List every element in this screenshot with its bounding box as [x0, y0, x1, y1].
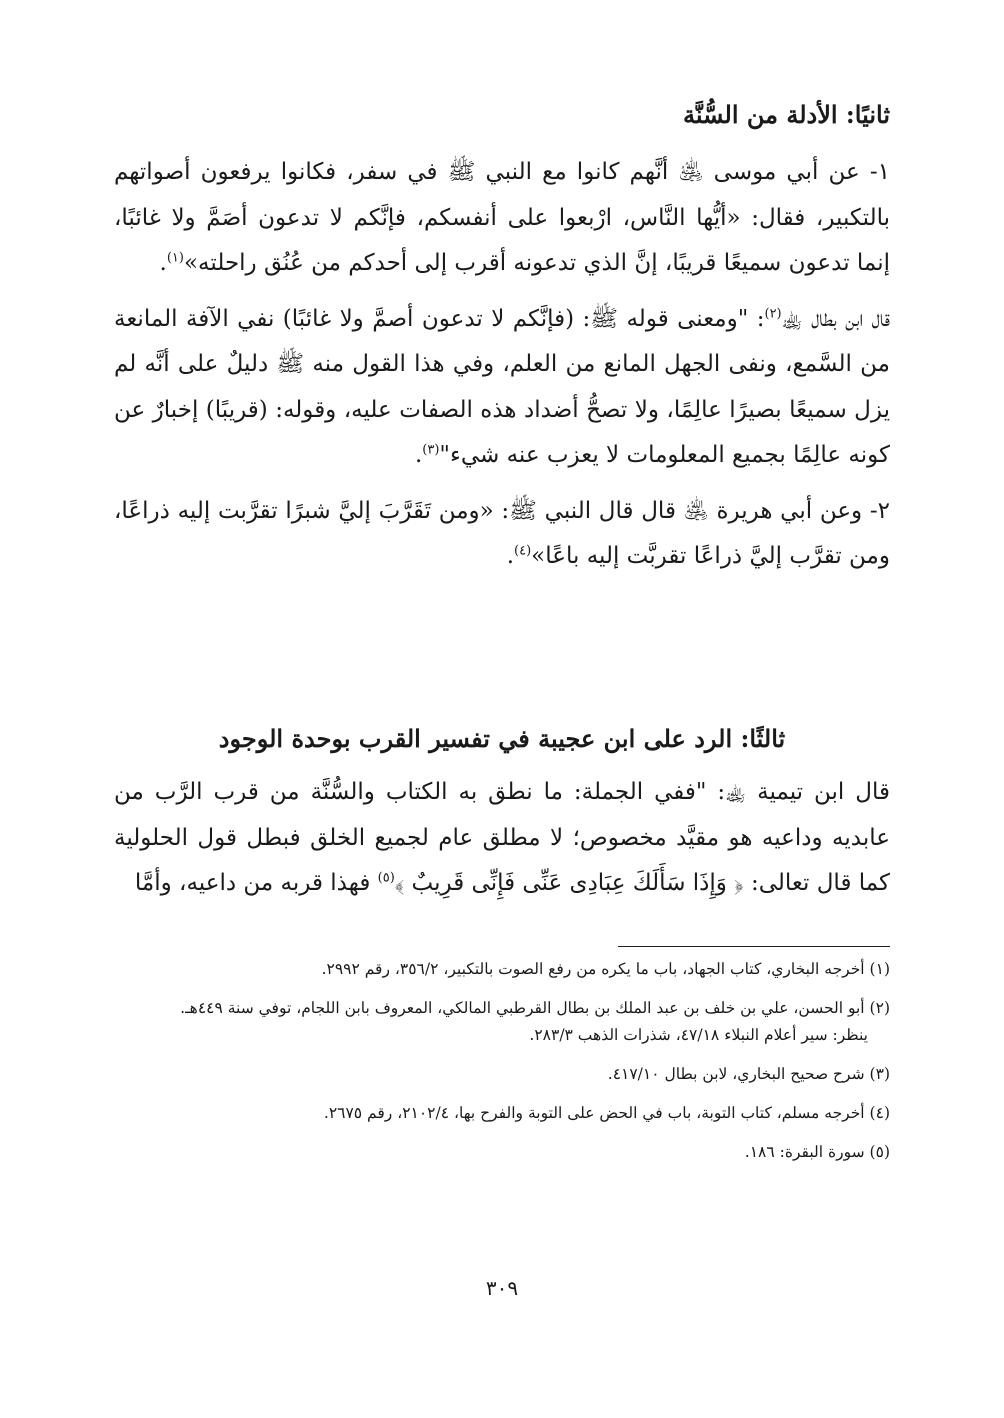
footnote-continuation: ينظر: سير أعلام النبلاء ٤٧/١٨، شذرات الذهب ٢٨٣/٣.	[529, 1026, 868, 1044]
section-heading-refutation: ثالثًا: الرد على ابن عجيبة في تفسير القرب بوحدة الوجود	[218, 724, 786, 753]
commentary-intro: قال ابن بطال ﵀	[781, 305, 891, 332]
body-text-part2	[114, 770, 890, 917]
ibn-taymiyyah-text: قال ابن تيمية ﵀: "ففي الجملة: ما نطق به الكتاب والسُّنَّة من قرب الرَّب من عابديه وداعيه هو مقيَّد مخصوص؛ لا مطلق عام لجميع الخلق فبطل قول الحلولية كما قال تعالى: ﴿ وَإِذَا سَأَلَكَ عِبَادِى عَنِّى فَإِنِّى قَرِيبٌ ﴾	[114, 779, 890, 896]
hadith-1-text: ١- عن أبي موسى ﵁ أنَّهم كانوا مع النبي ﷺ في سفر، فكانوا يرفعون أصواتهم بالتكبير، فقال: «أيُّها النَّاس، ارْبعوا على أنفسكم، فإنَّكم لا تدعون أصَمَّ ولا غائبًا، إنما تدعون سميعًا قريبًا، إنَّ الذي تدعونه أقرب إلى أحدكم من عُنُق راحلته»	[114, 159, 890, 276]
ibn-taymiyyah-continuation: فهذا قربه من داعيه، وأمَّا	[134, 870, 378, 896]
footnote-ref-5[interactable]: (٥)	[377, 870, 395, 886]
footnote-number: (١)	[869, 960, 890, 978]
footnote-divider	[618, 946, 890, 947]
page-number: ٣٠٩	[485, 1276, 519, 1300]
footnote-ref-2[interactable]: (٢)	[764, 305, 782, 321]
footnote-text: أخرجه مسلم، كتاب التوبة، باب في الحض على التوبة والفرح بها، ٢١٠٢/٤، رقم ٢٦٧٥.	[323, 1104, 865, 1122]
footnote-ref-4[interactable]: (٤)	[514, 543, 532, 559]
footnote-text: أخرجه البخاري، كتاب الجهاد، باب ما يكره من رفع الصوت بالتكبير، ٣٥٦/٢، رقم ٢٩٩٢.	[321, 960, 865, 978]
commentary-paragraph	[114, 297, 890, 479]
footnotes-section	[110, 956, 890, 1178]
hadith-1-end: .	[159, 250, 167, 276]
footnote-1	[110, 956, 890, 983]
footnote-ref-3[interactable]: (٣)	[422, 442, 440, 458]
section-heading-sunnah: ثانيًا: الأدلة من السُّنَّة	[683, 100, 890, 129]
footnote-ref-1[interactable]: (١)	[166, 250, 184, 266]
footnote-text: شرح صحيح البخاري، لابن بطال ٤١٧/١٠.	[607, 1065, 865, 1083]
hadith-paragraph-2	[114, 489, 890, 580]
footnote-number: (٣)	[869, 1065, 890, 1083]
commentary-end: .	[414, 442, 423, 468]
ibn-taymiyyah-paragraph	[114, 770, 890, 907]
body-text-part1	[114, 150, 890, 590]
footnote-number: (٤)	[869, 1104, 890, 1122]
hadith-paragraph-1	[114, 150, 890, 287]
footnote-number: (٢)	[869, 999, 890, 1017]
footnote-number: (٥)	[869, 1143, 890, 1161]
footnote-text: أبو الحسن، علي بن خلف بن عبد الملك بن بطال القرطبي المالكي، المعروف بابن اللجام، توفي سنة ٤٤٩هـ.	[180, 999, 865, 1017]
footnote-5	[110, 1139, 890, 1166]
footnote-3	[110, 1061, 890, 1088]
commentary-text: : "ومعنى قوله ﷺ: (فإنَّكم لا تدعون أصمَّ ولا غائبًا) نفي الآفة المانعة من السَّمع، ونفى الجهل المانع من العلم، وفي هذا القول منه ﷺ دليلٌ على أنَّه لم يزل سميعًا بصيرًا عالِمًا، ولا تصحُّ أضداد هذه الصفات عليه، وقوله: (قريبًا) إخبارٌ عن كونه عالِمًا بجميع المعلومات لا يعزب عنه شيء"	[114, 305, 890, 468]
footnote-2	[110, 995, 890, 1049]
hadith-2-text: ٢- وعن أبي هريرة ﵁ قال قال النبي ﷺ: «ومن تَقَرَّبَ إليَّ شبرًا تقرَّبت إليه ذراعًا، ومن تقرَّب إليَّ ذراعًا تقربَّت إليه باعًا»	[114, 497, 890, 569]
footnote-text: سورة البقرة: ١٨٦.	[744, 1143, 865, 1161]
hadith-2-end: .	[506, 543, 515, 569]
footnote-4	[110, 1100, 890, 1127]
